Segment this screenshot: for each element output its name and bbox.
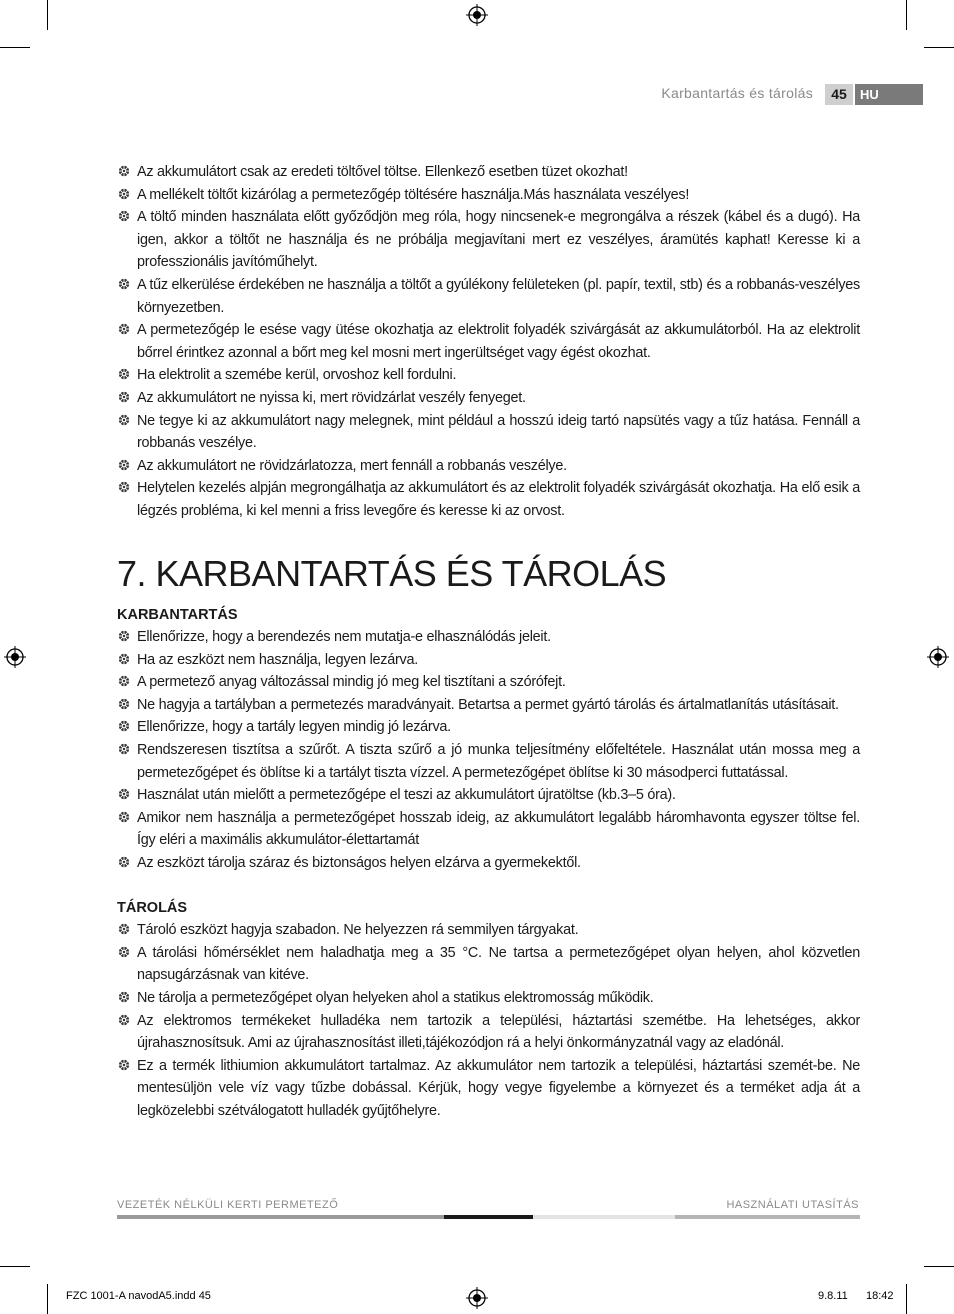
crop-mark (0, 1266, 30, 1267)
footer-manual-title: HASZNÁLATI UTASÍTÁS (726, 1199, 859, 1211)
list-item (117, 649, 860, 672)
registration-mark-icon (466, 1287, 488, 1309)
flower-bullet-icon (118, 923, 130, 935)
crop-mark (0, 47, 30, 48)
footer-rule-segment (444, 1215, 533, 1219)
list-item-text: Ne hagyja a tartályban a permetezés maradványait. Betartsa a permet gyártó tárolás és ártalmatlanítás utásításait. (137, 696, 839, 713)
list-item-text: Ez a termék lithiumion akkumulátort tartalmaz. Az akkumulátor nem tartozik a települési, háztartási szemét-be. Ne mentesüljön vele víz vagy tűzbe dobással. Kérjük, hogy vegye figyelembe a környezet és a terméket adja át a legközelebbi szétválogatott hulladék gyűjtőhelyre. (137, 1057, 860, 1119)
list-item (117, 852, 860, 875)
list-item-text: A mellékelt töltőt kizárólag a permetezőgép töltésére használja.Más használata veszélyes! (137, 186, 690, 203)
slug-time: 18:42 (866, 1290, 894, 1302)
list-item-text: Az elektromos termékeket hulladéka nem tartozik a települési, háztartási szemétbe. Ha lehetséges, akkor újrahasznosítsuk. Ami az újrahasznosítást illeti,tájékozódjon rá a helyi önkormányzatnál vagy az eladónál. (137, 1012, 860, 1052)
list-item-text: Ne tárolja a permetezőgépet olyan helyeken ahol a statikus elektromosság működik. (137, 990, 654, 1006)
list-item (117, 739, 860, 784)
flower-bullet-icon (118, 653, 130, 665)
footer-rule (117, 1215, 860, 1219)
maintenance-heading: KARBANTARTÁS (117, 606, 238, 623)
list-item-text: Ha az eszközt nem használja, legyen lezárva. (137, 651, 418, 668)
registration-mark-icon (927, 646, 949, 668)
slug-date: 9.8.11 (818, 1290, 848, 1302)
list-item (117, 206, 860, 274)
list-item (117, 716, 860, 739)
list-item (117, 184, 860, 207)
flower-bullet-icon (118, 210, 130, 222)
registration-mark-icon (4, 646, 26, 668)
storage-list (117, 919, 860, 1122)
list-item (117, 694, 860, 717)
flower-bullet-icon (118, 459, 130, 471)
list-item-text: A töltő minden használata előtt győződjön meg róla, hogy nincsenek-e megrongálva a részek (kábel és a dugó). Ha igen, akkor a töltőt ne használja és ne próbálja megjavítani mert ez veszélyes, áramütés kaphat! Keresse ki a professzionális javítóműhelyt. (137, 209, 860, 271)
crop-mark (47, 0, 48, 30)
list-item-text: Használat után mielőtt a permetezőgépe el teszi az akkumulátort újratöltse (kb.3–5 óra). (137, 787, 676, 804)
list-item-text: A tűz elkerülése érdekében ne használja a töltőt a gyúlékony felületeken (pl. papír, textil, stb) és a robbanás-veszélyes környezetben. (137, 276, 860, 316)
flower-bullet-icon (118, 391, 130, 403)
footer-rule-segment (675, 1215, 860, 1219)
section-title: 7. KARBANTARTÁS ÉS TÁROLÁS (117, 552, 667, 594)
storage-heading: TÁROLÁS (117, 899, 188, 916)
list-item (117, 626, 860, 649)
list-item-text: A permetezőgép le esése vagy ütése okozhatja az elektrolit folyadék szivárgását az akkumulátorból. Ha az elektrolit bőrrel érintkez azonnal a bőrt meg kel mosni mert ingerültséget vagy égést okozhat. (137, 322, 860, 361)
list-item (117, 455, 860, 478)
crop-mark (47, 1284, 48, 1314)
list-item (117, 161, 860, 184)
flower-bullet-icon (118, 1059, 130, 1071)
list-item-text: A tárolási hőmérséklet nem haladhatja meg a 35 °C. Ne tartsa a permetezőgépet olyan helyen, ahol közvetlen napsugárzásnak van kitéve. (137, 944, 860, 984)
list-item (117, 477, 860, 522)
list-item-text: Az akkumulátort ne rövidzárlatozza, mert fennáll a robbanás veszélye. (137, 457, 567, 474)
flower-bullet-icon (118, 165, 130, 177)
crop-mark (924, 1266, 954, 1267)
flower-bullet-icon (118, 720, 130, 732)
language-badge: HU (855, 84, 923, 105)
list-item (117, 410, 860, 455)
crop-mark (906, 1284, 907, 1314)
list-item-text: Ha elektrolit a szemébe kerül, orvoshoz kell fordulni. (137, 367, 457, 384)
list-item (117, 987, 860, 1010)
slug-file: FZC 1001-A navodA5.indd 45 (66, 1290, 211, 1302)
maintenance-list (117, 626, 860, 875)
flower-bullet-icon (118, 414, 130, 426)
flower-bullet-icon (118, 1014, 130, 1026)
flower-bullet-icon (118, 811, 130, 823)
list-item-text: Ne tegye ki az akkumulátort nagy melegnek, mint például a hosszú ideig tartó napsütés vagy a tűz hatása. Fennáll a robbanás veszélye. (137, 412, 860, 452)
registration-mark-icon (466, 4, 488, 26)
list-item (117, 364, 860, 387)
list-item (117, 942, 860, 987)
footer-product-name: VEZETÉK NÉLKÜLI KERTI PERMETEZŐ (117, 1199, 339, 1211)
safety-list (117, 161, 860, 523)
flower-bullet-icon (118, 743, 130, 755)
list-item (117, 784, 860, 807)
flower-bullet-icon (118, 630, 130, 642)
flower-bullet-icon (118, 675, 130, 687)
list-item-text: Amikor nem használja a permetezőgépet hosszab ideig, az akkumulátort legalább háromhavonta egyszer töltse fel. Így eléri a maximális akkumulátor-élettartamát (137, 809, 860, 849)
flower-bullet-icon (118, 788, 130, 800)
list-item (117, 274, 860, 319)
flower-bullet-icon (118, 946, 130, 958)
list-item (117, 1010, 860, 1055)
list-item-text: Ellenőrizze, hogy a berendezés nem mutatja-e elhasználódás jeleit. (137, 629, 551, 646)
flower-bullet-icon (118, 368, 130, 380)
flower-bullet-icon (118, 991, 130, 1003)
flower-bullet-icon (118, 278, 130, 290)
footer-rule-segment (117, 1215, 444, 1219)
running-head: Karbantartás és tárolás (661, 85, 813, 101)
flower-bullet-icon (118, 856, 130, 868)
flower-bullet-icon (118, 481, 130, 493)
list-item-text: Ellenőrizze, hogy a tartály legyen mindig jó lezárva. (137, 719, 451, 736)
list-item-text: Az eszközt tárolja száraz és biztonságos helyen elzárva a gyermekektől. (137, 855, 581, 872)
flower-bullet-icon (118, 188, 130, 200)
page-content (117, 161, 860, 1123)
page-number: 45 (825, 84, 853, 105)
list-item-text: Rendszeresen tisztítsa a szűrőt. A tiszta szűrő a jó munka teljesítmény előfeltétele. Használat után mossa meg a permetezőgépet és öblítse ki a tartályt tiszta vízzel. A permetezőgépet öblítse ki 30 másodperci futtatással. (137, 742, 860, 781)
list-item (117, 671, 860, 694)
crop-mark (906, 0, 907, 30)
flower-bullet-icon (118, 698, 130, 710)
list-item-text: A permetező anyag változással mindig jó meg kel tisztítani a szórófejt. (137, 674, 566, 691)
list-item (117, 919, 860, 942)
crop-mark (924, 47, 954, 48)
list-item (117, 1055, 860, 1123)
list-item (117, 319, 860, 364)
list-item-text: Helytelen kezelés alpján megrongálhatja az akkumulátort és az elektrolit folyadék szivárgását okozhatja. Ha elő esik a légzés probléma, ki kel menni a friss levegőre és keresse ki az orvost. (137, 480, 860, 519)
list-item (117, 387, 860, 410)
footer-rule-segment (533, 1215, 675, 1219)
list-item-text: Tároló eszközt hagyja szabadon. Ne helyezzen rá semmilyen tárgyakat. (137, 922, 579, 939)
flower-bullet-icon (118, 323, 130, 335)
list-item (117, 807, 860, 852)
list-item-text: Az akkumulátort ne nyissa ki, mert rövidzárlat veszély fenyeget. (137, 389, 526, 406)
list-item-text: Az akkumulátort csak az eredeti töltővel töltse. Ellenkező esetben tüzet okozhat! (137, 164, 628, 180)
